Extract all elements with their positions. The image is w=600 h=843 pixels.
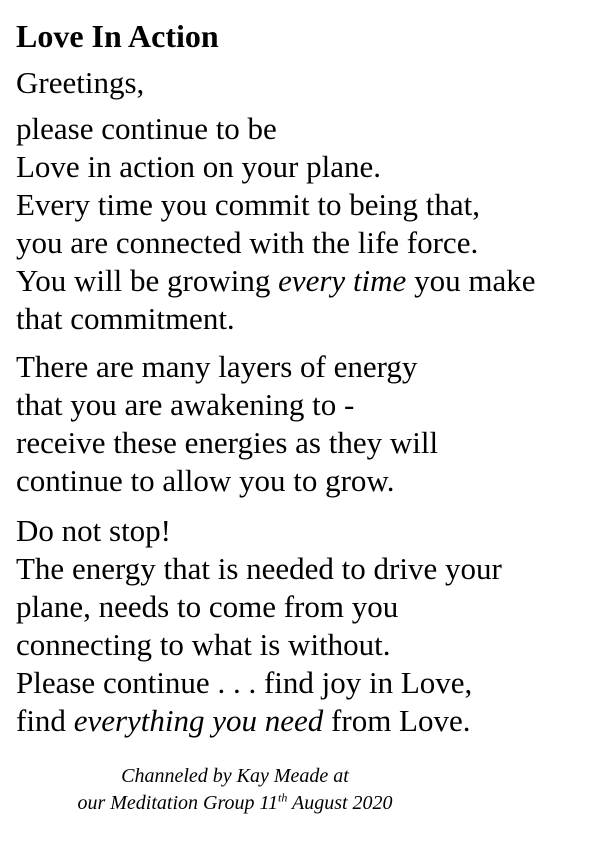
attribution [0,763,470,817]
greeting-line: Greetings, [16,65,145,100]
poem-line: that you are awakening to - [16,387,355,422]
poem-text: find [16,703,74,738]
poem-line: plane, needs to come from you [16,589,399,624]
emphasis-text: everything you need [73,703,324,738]
poem-line: Please continue . . . find joy in Love, [16,665,473,700]
poem-line: please continue to be [16,111,277,146]
poem-line: receive these energies as they will [16,425,439,460]
poem-line: continue to allow you to grow. [16,463,395,498]
poem-text: You will be growing [16,263,279,298]
poem-line: Every time you commit to being that, [16,187,481,222]
poem-line: Do not stop! [16,513,171,548]
poem-text: you make [406,263,536,298]
poem-title: Love In Action [16,18,219,54]
attribution-line [0,790,470,817]
ordinal-suffix: th [278,790,288,805]
attribution-line: Channeled by Kay Meade at [121,765,349,787]
poem-line [16,702,596,740]
poem-line: Love in action on your plane. [16,149,382,184]
stanza-2 [16,348,596,500]
attribution-text: our Meditation Group 11 [77,792,278,814]
poem-line: you are connected with the life force. [16,225,479,260]
stanza-3 [16,512,596,740]
poem-page [16,14,596,740]
poem-line [16,262,596,300]
emphasis-text: every time [278,263,407,298]
poem-text: from Love. [323,703,471,738]
poem-line: that commitment. [16,301,235,336]
poem-line: There are many layers of energy [16,349,418,384]
attribution-text: August 2020 [287,792,393,814]
poem-line: The energy that is needed to drive your [16,551,502,586]
stanza-1 [16,110,596,338]
poem-line: connecting to what is without. [16,627,391,662]
greeting [16,64,596,102]
